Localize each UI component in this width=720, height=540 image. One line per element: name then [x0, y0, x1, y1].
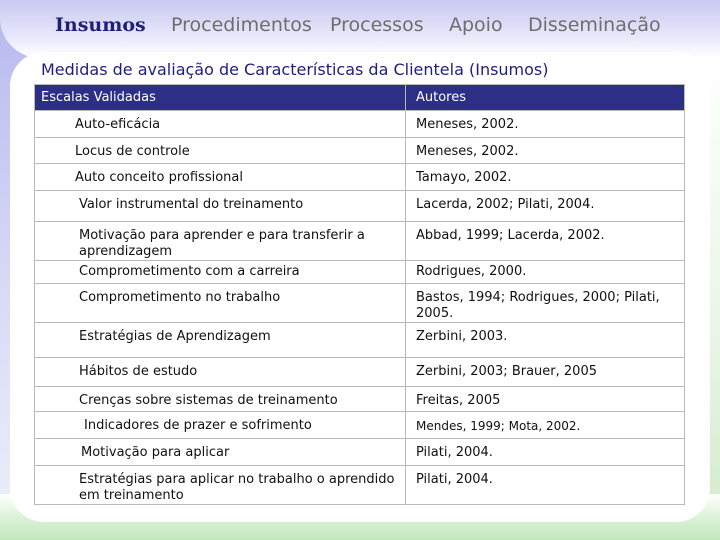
author-cell: Pilati, 2004.: [406, 466, 685, 505]
scale-cell: Comprometimento com a carreira: [35, 261, 406, 284]
scale-cell: Hábitos de estudo: [35, 358, 406, 387]
table-row: [35, 439, 685, 466]
nav-item-apoio[interactable]: Apoio: [449, 14, 503, 36]
page-subtitle: Medidas de avaliação de Características da Clientela (Insumos): [41, 60, 549, 79]
table-row: [35, 284, 685, 323]
table-row: [35, 358, 685, 387]
author-cell: Zerbini, 2003; Brauer, 2005: [406, 358, 685, 387]
author-cell: Meneses, 2002.: [406, 138, 685, 164]
scale-cell: Crenças sobre sistemas de treinamento: [35, 387, 406, 412]
table-row: [35, 191, 685, 222]
scale-cell: Estratégias de Aprendizagem: [35, 323, 406, 358]
scale-cell: Comprometimento no trabalho: [35, 284, 406, 323]
table-row: [35, 111, 685, 138]
table-row: [35, 138, 685, 164]
author-cell: Rodrigues, 2000.: [406, 261, 685, 284]
scale-cell: Valor instrumental do treinamento: [35, 191, 406, 222]
scale-cell: Estratégias para aplicar no trabalho o aprendido em treinamento: [35, 466, 406, 505]
author-cell: Lacerda, 2002; Pilati, 2004.: [406, 191, 685, 222]
column-header-authors: Autores: [406, 85, 685, 111]
table-row: [35, 387, 685, 412]
table-row: [35, 261, 685, 284]
author-cell: Tamayo, 2002.: [406, 164, 685, 191]
author-cell: Zerbini, 2003.: [406, 323, 685, 358]
scales-table: [34, 84, 685, 505]
scale-cell: Auto-eficácia: [35, 111, 406, 138]
scale-cell: Indicadores de prazer e sofrimento: [35, 412, 406, 439]
table-row: [35, 222, 685, 261]
scale-cell: Locus de controle: [35, 138, 406, 164]
nav-item-insumos[interactable]: Insumos: [55, 14, 146, 36]
nav-item-procedimentos[interactable]: Procedimentos: [171, 14, 312, 36]
scale-cell: Motivação para aplicar: [35, 439, 406, 466]
table-row: [35, 164, 685, 191]
table-row: [35, 412, 685, 439]
scale-cell: Auto conceito profissional: [35, 164, 406, 191]
author-cell: Meneses, 2002.: [406, 111, 685, 138]
table-row: [35, 323, 685, 358]
author-cell: Bastos, 1994; Rodrigues, 2000; Pilati, 2005.: [406, 284, 685, 323]
table-header-row: [35, 85, 685, 111]
author-cell: Pilati, 2004.: [406, 439, 685, 466]
author-cell: Freitas, 2005: [406, 387, 685, 412]
column-header-scales: Escalas Validadas: [35, 85, 406, 111]
table-row: [35, 466, 685, 505]
nav-item-processos[interactable]: Processos: [330, 14, 424, 36]
scale-cell: Motivação para aprender e para transferir a aprendizagem: [35, 222, 406, 261]
author-cell: Mendes, 1999; Mota, 2002.: [406, 412, 685, 439]
top-navigation: [0, 14, 720, 40]
author-cell: Abbad, 1999; Lacerda, 2002.: [406, 222, 685, 261]
nav-item-disseminacao[interactable]: Disseminação: [528, 14, 661, 36]
